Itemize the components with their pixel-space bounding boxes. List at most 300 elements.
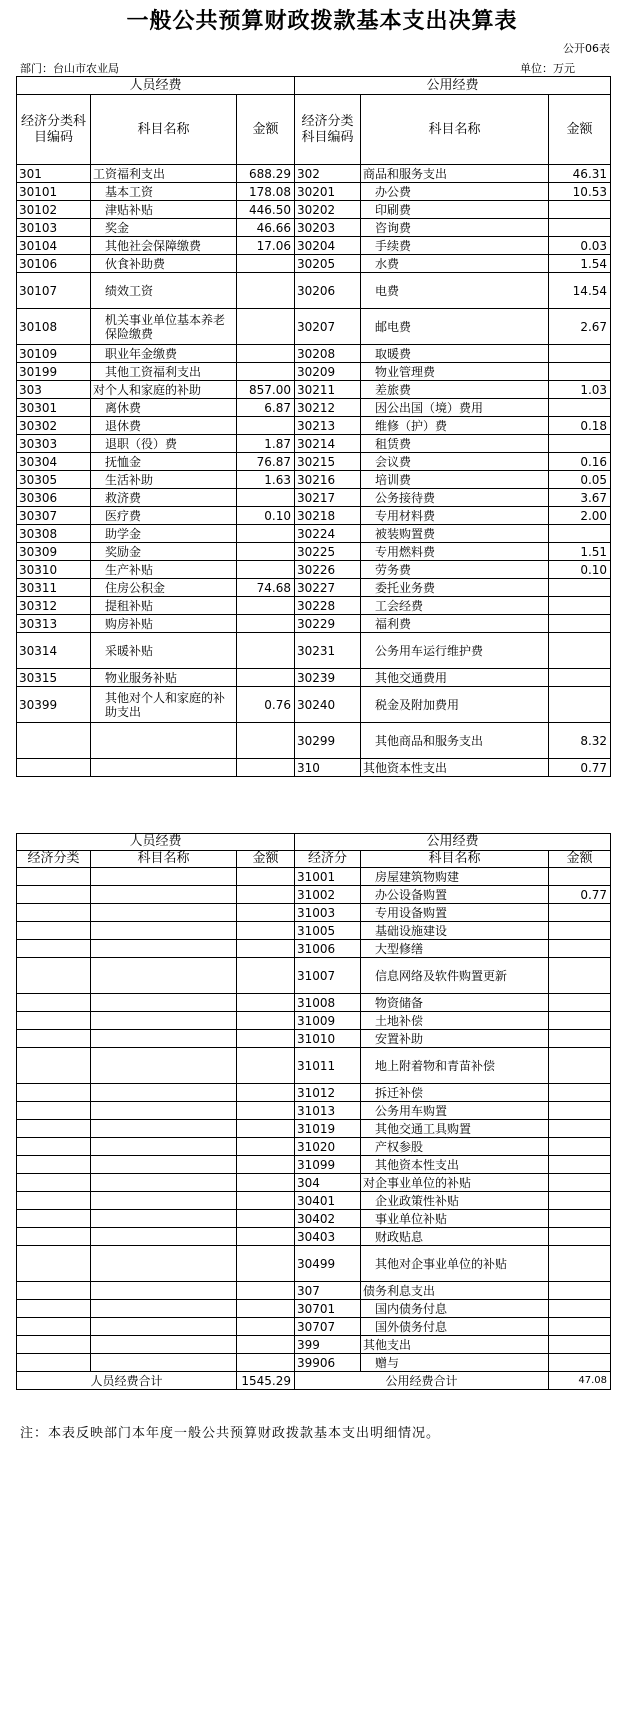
public-code-cell: 30211 (295, 381, 361, 399)
table-row (17, 543, 611, 561)
personnel-amount-cell (237, 615, 295, 633)
public-code-cell: 30240 (295, 687, 361, 723)
personnel-name-cell: 采暖补贴 (91, 633, 237, 669)
personnel-name-cell: 其他社会保障缴费 (91, 237, 237, 255)
personnel-code-cell (17, 1354, 91, 1372)
public-amount-cell (549, 994, 611, 1012)
personnel-name-cell (91, 1084, 237, 1102)
personnel-code-cell: 30104 (17, 237, 91, 255)
personnel-name-cell (91, 1246, 237, 1282)
personnel-code-cell (17, 1156, 91, 1174)
public-code-cell: 30224 (295, 525, 361, 543)
personnel-name-cell (91, 1192, 237, 1210)
table-row (17, 309, 611, 345)
table-row (17, 687, 611, 723)
personnel-code-cell (17, 1120, 91, 1138)
public-amount-cell: 46.31 (549, 165, 611, 183)
public-amount-cell (549, 1084, 611, 1102)
personnel-code-cell (17, 1300, 91, 1318)
table-row (17, 922, 611, 940)
public-amount-cell (549, 1300, 611, 1318)
personnel-name-cell: 退休费 (91, 417, 237, 435)
personnel-amount-cell (237, 273, 295, 309)
personnel-amount-cell (237, 1102, 295, 1120)
personnel-name-cell: 其他工资福利支出 (91, 363, 237, 381)
personnel-code-cell: 30314 (17, 633, 91, 669)
public-amount-cell (549, 1318, 611, 1336)
table-row (17, 1282, 611, 1300)
public-name-cell: 维修（护）费 (361, 417, 549, 435)
personnel-code-cell: 30306 (17, 489, 91, 507)
public-amount-cell (549, 904, 611, 922)
public-name-cell: 房屋建筑物购建 (361, 868, 549, 886)
personnel-code-cell (17, 1102, 91, 1120)
public-code-cell: 304 (295, 1174, 361, 1192)
personnel-name-cell (91, 994, 237, 1012)
public-name-cell: 其他支出 (361, 1336, 549, 1354)
personnel-amount-cell (237, 1084, 295, 1102)
public-amount-cell (549, 940, 611, 958)
personnel-name-cell: 购房补贴 (91, 615, 237, 633)
public-amount-cell (549, 525, 611, 543)
personnel-name-cell (91, 1228, 237, 1246)
personnel-amount-cell (237, 525, 295, 543)
public-code-cell: 30206 (295, 273, 361, 309)
public-name-cell: 事业单位补贴 (361, 1210, 549, 1228)
personnel-amount-cell (237, 417, 295, 435)
personnel-name-cell (91, 1156, 237, 1174)
public-amount-cell (549, 219, 611, 237)
personnel-name-cell (91, 1318, 237, 1336)
personnel-code-cell: 30399 (17, 687, 91, 723)
public-code-cell: 30231 (295, 633, 361, 669)
personnel-name-cell: 助学金 (91, 525, 237, 543)
personnel-name-cell (91, 723, 237, 759)
public-name-cell: 委托业务费 (361, 579, 549, 597)
personnel-amount-cell (237, 958, 295, 994)
personnel-name-cell: 退职（役）费 (91, 435, 237, 453)
personnel-amount-cell (237, 940, 295, 958)
public-amount-cell (549, 363, 611, 381)
table-row (17, 1084, 611, 1102)
personnel-amount-cell (237, 723, 295, 759)
personnel-name-cell: 基本工资 (91, 183, 237, 201)
public-name-cell: 咨询费 (361, 219, 549, 237)
personnel-amount-cell (237, 1282, 295, 1300)
personnel-amount-cell: 17.06 (237, 237, 295, 255)
public-code-cell: 31009 (295, 1012, 361, 1030)
personnel-name-cell: 住房公积金 (91, 579, 237, 597)
personnel-amount-cell (237, 561, 295, 579)
public-name-cell: 国外债务付息 (361, 1318, 549, 1336)
personnel-code-cell (17, 904, 91, 922)
table-row (17, 201, 611, 219)
public-amount-cell: 3.67 (549, 489, 611, 507)
public-code-cell: 30701 (295, 1300, 361, 1318)
col-header-code-public: 经济分类科目编码 (295, 95, 361, 165)
public-amount-cell: 14.54 (549, 273, 611, 309)
public-code-cell: 30202 (295, 201, 361, 219)
public-name-cell: 水费 (361, 255, 549, 273)
personnel-amount-cell: 1.87 (237, 435, 295, 453)
personnel-code-cell: 30312 (17, 597, 91, 615)
table-row (17, 453, 611, 471)
public-name-cell: 培训费 (361, 471, 549, 489)
public-amount-cell: 2.00 (549, 507, 611, 525)
public-amount-cell (549, 615, 611, 633)
public-name-cell: 其他资本性支出 (361, 1156, 549, 1174)
public-amount-cell (549, 579, 611, 597)
personnel-amount-cell (237, 1228, 295, 1246)
personnel-code-cell: 30302 (17, 417, 91, 435)
page-title: 一般公共预算财政拨款基本支出决算表 (126, 8, 518, 34)
public-amount-cell (549, 1336, 611, 1354)
personnel-code-cell (17, 994, 91, 1012)
personnel-code-cell (17, 1138, 91, 1156)
public-name-cell: 对企事业单位的补贴 (361, 1174, 549, 1192)
table-row (17, 904, 611, 922)
table-row (17, 1048, 611, 1084)
table-row (17, 1336, 611, 1354)
personnel-amount-cell (237, 759, 295, 777)
personnel-amount-cell (237, 597, 295, 615)
personnel-amount-cell (237, 345, 295, 363)
public-code-cell: 31012 (295, 1084, 361, 1102)
table-row (17, 435, 611, 453)
table-row (17, 1174, 611, 1192)
table-row (17, 940, 611, 958)
public-code-cell: 30216 (295, 471, 361, 489)
public-code-cell: 31006 (295, 940, 361, 958)
personnel-amount-cell (237, 1210, 295, 1228)
personnel-amount-cell: 857.00 (237, 381, 295, 399)
personnel-code-cell: 301 (17, 165, 91, 183)
table-row (17, 669, 611, 687)
col-header-amount-public-2: 金额 (549, 851, 611, 868)
public-code-cell: 30204 (295, 237, 361, 255)
public-amount-cell (549, 868, 611, 886)
personnel-amount-cell (237, 1300, 295, 1318)
personnel-code-cell: 30310 (17, 561, 91, 579)
personnel-name-cell (91, 1300, 237, 1318)
public-name-cell: 信息网络及软件购置更新 (361, 958, 549, 994)
totals-row (17, 1372, 611, 1390)
table-row (17, 579, 611, 597)
personnel-code-cell (17, 886, 91, 904)
personnel-code-cell (17, 1282, 91, 1300)
personnel-amount-cell (237, 1120, 295, 1138)
personnel-code-cell (17, 1012, 91, 1030)
table-row (17, 561, 611, 579)
personnel-code-cell: 30106 (17, 255, 91, 273)
public-code-cell: 31013 (295, 1102, 361, 1120)
table-row (17, 399, 611, 417)
public-amount-cell (549, 687, 611, 723)
personnel-amount-cell: 0.10 (237, 507, 295, 525)
col-header-name-public: 科目名称 (361, 95, 549, 165)
personnel-code-cell: 30305 (17, 471, 91, 489)
public-amount-cell: 0.77 (549, 759, 611, 777)
public-amount-cell: 0.03 (549, 237, 611, 255)
public-amount-cell (549, 1030, 611, 1048)
personnel-code-cell (17, 723, 91, 759)
public-amount-cell: 1.03 (549, 381, 611, 399)
expenditure-table-section-2 (16, 833, 611, 1390)
col-header-amount: 金额 (237, 95, 295, 165)
personnel-code-cell (17, 1084, 91, 1102)
table-row (17, 723, 611, 759)
public-name-cell: 债务利息支出 (361, 1282, 549, 1300)
personnel-total-value: 1545.29 (237, 1372, 295, 1390)
personnel-amount-cell (237, 1030, 295, 1048)
public-code-cell: 31020 (295, 1138, 361, 1156)
public-total-value: 47.08 (549, 1372, 611, 1390)
personnel-code-cell: 30309 (17, 543, 91, 561)
public-code-cell: 30299 (295, 723, 361, 759)
public-amount-cell (549, 1192, 611, 1210)
personnel-amount-cell: 46.66 (237, 219, 295, 237)
personnel-code-cell: 30304 (17, 453, 91, 471)
public-code-cell: 31019 (295, 1120, 361, 1138)
personnel-amount-cell: 76.87 (237, 453, 295, 471)
col-header-amount-2: 金额 (237, 851, 295, 868)
personnel-name-cell (91, 1048, 237, 1084)
personnel-amount-cell (237, 363, 295, 381)
public-name-cell: 拆迁补偿 (361, 1084, 549, 1102)
personnel-code-cell (17, 1030, 91, 1048)
table-row (17, 1192, 611, 1210)
public-amount-cell: 8.32 (549, 723, 611, 759)
unit-label: 单位：万元 (520, 62, 575, 75)
table-row (17, 1210, 611, 1228)
public-code-cell: 30203 (295, 219, 361, 237)
table-row (17, 417, 611, 435)
public-amount-cell (549, 597, 611, 615)
col-header-amount-public: 金额 (549, 95, 611, 165)
public-amount-cell (549, 435, 611, 453)
public-name-cell: 会议费 (361, 453, 549, 471)
personnel-amount-cell (237, 1156, 295, 1174)
public-code-cell: 31007 (295, 958, 361, 994)
personnel-name-cell: 奖励金 (91, 543, 237, 561)
public-code-cell: 30229 (295, 615, 361, 633)
public-code-cell: 31008 (295, 994, 361, 1012)
personnel-name-cell: 医疗费 (91, 507, 237, 525)
public-amount-cell (549, 1282, 611, 1300)
personnel-code-cell (17, 868, 91, 886)
personnel-amount-cell (237, 1192, 295, 1210)
public-code-cell: 31002 (295, 886, 361, 904)
table-row (17, 759, 611, 777)
personnel-name-cell: 抚恤金 (91, 453, 237, 471)
table-row (17, 1012, 611, 1030)
table-row (17, 1156, 611, 1174)
personnel-name-cell (91, 1120, 237, 1138)
public-name-cell: 物业管理费 (361, 363, 549, 381)
public-name-cell: 取暖费 (361, 345, 549, 363)
personnel-amount-cell (237, 543, 295, 561)
personnel-amount-cell (237, 669, 295, 687)
public-name-cell: 因公出国（境）费用 (361, 399, 549, 417)
public-code-cell: 399 (295, 1336, 361, 1354)
public-code-cell: 31010 (295, 1030, 361, 1048)
public-name-cell: 产权参股 (361, 1138, 549, 1156)
public-amount-cell: 0.77 (549, 886, 611, 904)
public-name-cell: 地上附着物和青苗补偿 (361, 1048, 549, 1084)
table-code: 公开06表 (563, 42, 610, 55)
public-name-cell: 工会经费 (361, 597, 549, 615)
public-amount-cell: 0.16 (549, 453, 611, 471)
public-code-cell: 30205 (295, 255, 361, 273)
public-name-cell: 其他资本性支出 (361, 759, 549, 777)
public-code-cell: 310 (295, 759, 361, 777)
personnel-name-cell (91, 904, 237, 922)
public-name-cell: 税金及附加费用 (361, 687, 549, 723)
personnel-code-cell (17, 759, 91, 777)
footnote: 注：本表反映部门本年度一般公共预算财政拨款基本支出明细情况。 (20, 1426, 441, 1441)
public-name-cell: 专用燃料费 (361, 543, 549, 561)
personnel-code-cell (17, 1318, 91, 1336)
public-code-cell: 307 (295, 1282, 361, 1300)
personnel-name-cell (91, 886, 237, 904)
personnel-amount-cell (237, 1318, 295, 1336)
public-name-cell: 大型修缮 (361, 940, 549, 958)
personnel-name-cell: 绩效工资 (91, 273, 237, 309)
personnel-amount-cell (237, 633, 295, 669)
personnel-amount-cell (237, 1246, 295, 1282)
personnel-code-cell (17, 922, 91, 940)
personnel-name-cell: 离休费 (91, 399, 237, 417)
public-name-cell: 被装购置费 (361, 525, 549, 543)
public-code-cell: 30215 (295, 453, 361, 471)
personnel-code-cell: 30109 (17, 345, 91, 363)
personnel-code-cell: 30199 (17, 363, 91, 381)
personnel-name-cell (91, 922, 237, 940)
table-row (17, 868, 611, 886)
table-row (17, 255, 611, 273)
personnel-amount-cell (237, 922, 295, 940)
personnel-code-cell (17, 1246, 91, 1282)
personnel-name-cell: 工资福利支出 (91, 165, 237, 183)
personnel-code-cell: 30301 (17, 399, 91, 417)
public-name-cell: 劳务费 (361, 561, 549, 579)
table-row (17, 1228, 611, 1246)
public-amount-cell: 0.05 (549, 471, 611, 489)
personnel-amount-cell: 6.87 (237, 399, 295, 417)
personnel-amount-cell (237, 489, 295, 507)
table-row (17, 219, 611, 237)
public-code-cell: 30217 (295, 489, 361, 507)
personnel-amount-cell (237, 1048, 295, 1084)
personnel-amount-cell (237, 255, 295, 273)
personnel-code-cell: 30307 (17, 507, 91, 525)
table-row (17, 597, 611, 615)
public-section-header-2: 公用经费 (295, 834, 611, 851)
personnel-total-label: 人员经费合计 (17, 1372, 237, 1390)
col-header-name: 科目名称 (91, 95, 237, 165)
personnel-amount-cell (237, 1354, 295, 1372)
personnel-code-cell: 30311 (17, 579, 91, 597)
public-amount-cell (549, 399, 611, 417)
personnel-amount-cell (237, 904, 295, 922)
table-row (17, 1246, 611, 1282)
personnel-section-header: 人员经费 (17, 77, 295, 95)
personnel-amount-cell (237, 1174, 295, 1192)
public-code-cell: 30213 (295, 417, 361, 435)
expenditure-table-section-1 (16, 76, 611, 777)
personnel-name-cell (91, 1030, 237, 1048)
public-amount-cell (549, 1012, 611, 1030)
personnel-name-cell: 其他对个人和家庭的补助支出 (91, 687, 237, 723)
table-row (17, 525, 611, 543)
public-code-cell: 30707 (295, 1318, 361, 1336)
public-name-cell: 基础设施建设 (361, 922, 549, 940)
public-name-cell: 商品和服务支出 (361, 165, 549, 183)
public-name-cell: 租赁费 (361, 435, 549, 453)
public-amount-cell: 0.18 (549, 417, 611, 435)
personnel-name-cell: 职业年金缴费 (91, 345, 237, 363)
table-row (17, 273, 611, 309)
personnel-code-cell: 30103 (17, 219, 91, 237)
public-name-cell: 土地补偿 (361, 1012, 549, 1030)
public-name-cell: 其他交通费用 (361, 669, 549, 687)
table-row (17, 1120, 611, 1138)
personnel-name-cell (91, 940, 237, 958)
public-section-header: 公用经费 (295, 77, 611, 95)
public-amount-cell (549, 633, 611, 669)
public-amount-cell (549, 1354, 611, 1372)
personnel-code-cell (17, 940, 91, 958)
public-code-cell: 39906 (295, 1354, 361, 1372)
personnel-code-cell (17, 1174, 91, 1192)
public-code-cell: 30226 (295, 561, 361, 579)
personnel-name-cell (91, 1336, 237, 1354)
public-amount-cell (549, 669, 611, 687)
public-name-cell: 邮电费 (361, 309, 549, 345)
public-amount-cell (549, 201, 611, 219)
personnel-name-cell (91, 759, 237, 777)
public-code-cell: 30401 (295, 1192, 361, 1210)
personnel-name-cell: 伙食补助费 (91, 255, 237, 273)
public-amount-cell: 2.67 (549, 309, 611, 345)
public-amount-cell (549, 1228, 611, 1246)
public-code-cell: 31099 (295, 1156, 361, 1174)
personnel-code-cell (17, 958, 91, 994)
table-row (17, 994, 611, 1012)
public-code-cell: 30227 (295, 579, 361, 597)
public-code-cell: 31011 (295, 1048, 361, 1084)
personnel-amount-cell: 688.29 (237, 165, 295, 183)
personnel-name-cell (91, 1174, 237, 1192)
public-name-cell: 办公费 (361, 183, 549, 201)
personnel-amount-cell (237, 886, 295, 904)
personnel-name-cell: 津贴补贴 (91, 201, 237, 219)
public-amount-cell: 1.51 (549, 543, 611, 561)
public-name-cell: 财政贴息 (361, 1228, 549, 1246)
personnel-name-cell: 生活补助 (91, 471, 237, 489)
public-code-cell: 30201 (295, 183, 361, 201)
personnel-name-cell (91, 1282, 237, 1300)
public-name-cell: 赠与 (361, 1354, 549, 1372)
public-name-cell: 物资储备 (361, 994, 549, 1012)
public-name-cell: 印刷费 (361, 201, 549, 219)
public-name-cell: 福利费 (361, 615, 549, 633)
personnel-amount-cell: 0.76 (237, 687, 295, 723)
personnel-name-cell (91, 1354, 237, 1372)
public-code-cell: 302 (295, 165, 361, 183)
public-code-cell: 30208 (295, 345, 361, 363)
public-amount-cell (549, 922, 611, 940)
